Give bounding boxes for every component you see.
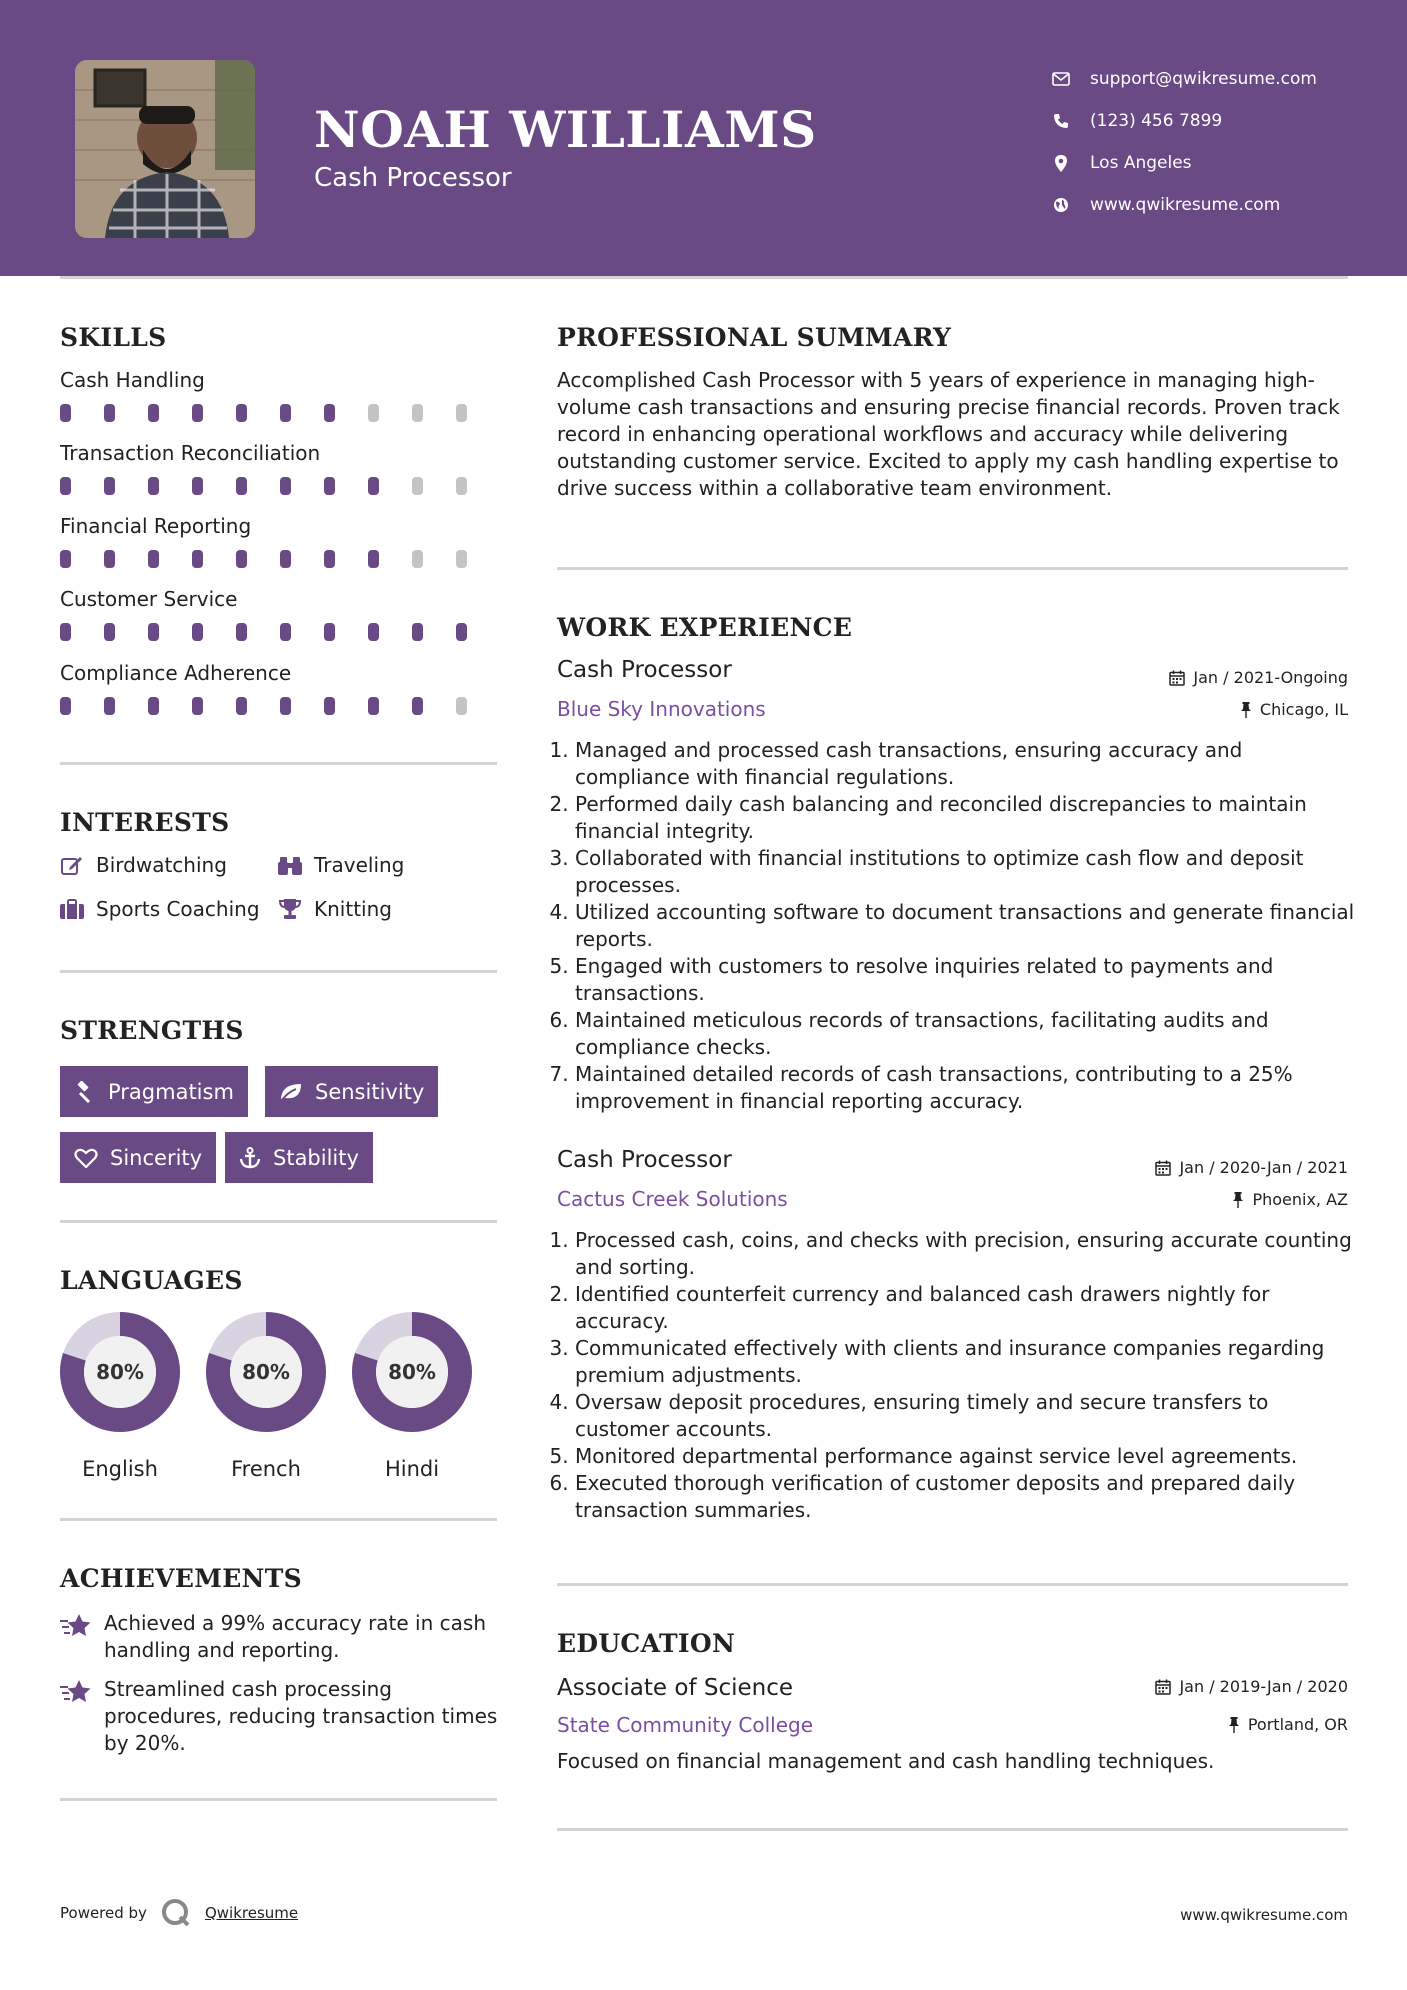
interest-label: Knitting [314,897,392,921]
skill-rating-dot [368,697,379,715]
edu-location-text: Portland, OR [1247,1715,1348,1734]
job-bullet: 2. Identified counterfeit currency and balanced cash drawers nightly for accuracy. [575,1281,1357,1335]
trophy-icon [278,898,302,920]
strengths-title: STRENGTHS [60,1016,244,1045]
job-dates [1155,1158,1348,1177]
skills-divider [60,762,497,765]
summary-divider [557,567,1348,570]
achievements-divider [60,1798,497,1801]
skill-name: Financial Reporting [60,514,252,538]
skill-rating-dot [236,623,247,641]
language-percent: 80% [96,1360,144,1384]
strength-label: Sincerity [110,1145,203,1170]
contact-email[interactable] [1050,58,1317,100]
contact-list [1050,58,1317,226]
skill-rating-dot [192,404,203,422]
skill-rating-dot [60,623,71,641]
job-location [1232,1190,1348,1209]
contact-website[interactable] [1050,184,1317,226]
contact-phone[interactable] [1050,100,1317,142]
skill-rating-dot [412,477,423,495]
powered-by-text: Powered by [60,1904,147,1922]
job-bullet: 3. Communicated effectively with clients and insurance companies regarding premium adjustments. [575,1335,1357,1389]
skill-rating-dot [368,623,379,641]
calendar-icon [1155,1160,1171,1176]
job-title: Cash Processor [557,657,732,683]
heart-icon [74,1148,98,1168]
skill-rating-dot [280,477,291,495]
skill-rating [60,477,500,495]
profile-photo-image [75,60,255,238]
skill-rating-dot [148,697,159,715]
phone-icon [1050,113,1072,129]
skill-rating-dot [456,550,467,568]
job-dates-text: Jan / 2021-Ongoing [1193,668,1348,687]
skills-title: SKILLS [60,323,167,352]
skill-rating-dot [60,697,71,715]
job-dates [1169,668,1348,687]
edu-dates-text: Jan / 2019-Jan / 2020 [1179,1677,1348,1696]
skill-name: Customer Service [60,587,238,611]
job-location-text: Chicago, IL [1259,700,1348,719]
skill-rating-dot [324,550,335,568]
language-item [351,1311,473,1481]
language-percent: 80% [388,1360,436,1384]
strength-badge [225,1132,373,1183]
skill-rating-dot [412,697,423,715]
skill-rating-dot [324,404,335,422]
skill-rating-dot [192,697,203,715]
interest-item [60,897,260,921]
strength-label: Sensitivity [315,1079,425,1104]
qwikresume-logo-icon [161,1898,191,1928]
star-award-icon [60,1676,92,1757]
language-name: English [82,1457,158,1481]
interest-label: Traveling [314,853,405,877]
interest-item [60,853,227,877]
contact-email-text: support@qwikresume.com [1090,69,1317,89]
pushpin-icon [1240,702,1252,718]
job-bullet: 4. Utilized accounting software to document transactions and generate financial reports. [575,899,1357,953]
skill-item [60,587,500,641]
skill-rating-dot [60,550,71,568]
binoculars-icon [278,855,302,875]
languages-divider [60,1518,497,1521]
interest-item [278,897,392,921]
strength-badge [60,1066,248,1117]
skill-rating-dot [192,477,203,495]
skill-name: Compliance Adherence [60,661,292,685]
skill-rating-dot [456,404,467,422]
skill-rating-dot [368,404,379,422]
skill-rating-dot [192,550,203,568]
skill-item [60,441,500,495]
strengths-divider [60,1220,497,1223]
edu-dates [1155,1677,1348,1696]
job-company: Cactus Creek Solutions [557,1187,788,1211]
skill-rating-dot [412,623,423,641]
skill-rating-dot [236,697,247,715]
achievements-title: ACHIEVEMENTS [60,1564,302,1593]
pushpin-icon [1228,1717,1240,1733]
resume-header [0,0,1407,276]
job-bullet: 7. Maintained detailed records of cash transactions, contributing to a 25% improvement in financial reporting accuracy. [575,1061,1357,1115]
envelope-icon [1050,72,1072,86]
skill-rating-dot [148,477,159,495]
job-bullet: 1. Managed and processed cash transactions, ensuring accuracy and compliance with financial regulations. [575,737,1357,791]
job-bullet: 2. Performed daily cash balancing and reconciled discrepancies to maintain financial integrity. [575,791,1357,845]
job-bullet: 1. Processed cash, coins, and checks with precision, ensuring accurate counting and sorting. [575,1227,1357,1281]
job-bullets [557,737,1357,1115]
skill-rating-dot [60,477,71,495]
edu-location [1228,1715,1348,1734]
job-bullets [557,1227,1357,1524]
skill-rating-dot [60,404,71,422]
skill-item [60,661,500,715]
skill-rating-dot [280,697,291,715]
language-ring [205,1311,327,1433]
calendar-icon [1169,670,1185,686]
skill-rating-dot [148,550,159,568]
candidate-name: NOAH WILLIAMS [314,100,817,159]
footer-brand-link[interactable]: Qwikresume [204,1904,299,1922]
calendar-icon [1155,1679,1171,1695]
language-percent: 80% [242,1360,290,1384]
skill-rating-dot [412,404,423,422]
contact-phone-text: (123) 456 7899 [1090,111,1223,131]
strength-label: Pragmatism [108,1079,234,1104]
candidate-title: Cash Processor [314,163,512,193]
job-bullet: 6. Executed thorough verification of customer deposits and prepared daily transaction summaries. [575,1470,1357,1524]
job-location-text: Phoenix, AZ [1252,1190,1348,1209]
skill-rating-dot [104,550,115,568]
experience-divider [557,1583,1348,1586]
job-company: Blue Sky Innovations [557,697,766,721]
achievement-item [60,1610,500,1664]
job-bullet: 6. Maintained meticulous records of transactions, facilitating audits and compliance checks. [575,1007,1357,1061]
language-item [205,1311,327,1481]
job-bullet: 3. Collaborated with financial institutions to optimize cash flow and deposit processes. [575,845,1357,899]
globe-icon [1050,197,1072,213]
job-dates-text: Jan / 2020-Jan / 2021 [1179,1158,1348,1177]
skill-rating-dot [280,550,291,568]
job-title: Cash Processor [557,1147,732,1173]
profile-photo [75,60,255,238]
job-bullet: 5. Monitored departmental performance against service level agreements. [575,1443,1357,1470]
interest-item [278,853,404,877]
gavel-icon [74,1081,96,1103]
skill-item [60,368,500,422]
interests-divider [60,970,497,973]
skill-rating-dot [236,404,247,422]
edu-degree: Associate of Science [557,1675,794,1701]
language-ring [59,1311,181,1433]
pushpin-icon [1232,1192,1244,1208]
strength-badge [60,1132,216,1183]
job-bullet: 4. Oversaw deposit procedures, ensuring timely and secure transfers to customer accounts. [575,1389,1357,1443]
skill-rating-dot [192,623,203,641]
interest-label: Sports Coaching [96,897,260,921]
skill-rating [60,623,500,641]
experience-title: WORK EXPERIENCE [557,613,853,642]
star-award-icon [60,1610,92,1664]
skill-rating-dot [324,623,335,641]
skill-item [60,514,500,568]
skill-rating-dot [280,623,291,641]
contact-location-text: Los Angeles [1090,153,1192,173]
edit-icon [60,855,84,875]
skill-rating-dot [104,404,115,422]
skill-rating-dot [104,477,115,495]
skill-rating-dot [104,697,115,715]
skill-name: Transaction Reconciliation [60,441,321,465]
skill-rating-dot [456,697,467,715]
skill-rating-dot [148,623,159,641]
map-pin-icon [1050,155,1072,172]
leaf-icon [279,1082,303,1102]
job-bullet: 5. Engaged with customers to resolve inquiries related to payments and transactions. [575,953,1357,1007]
briefcase-icon [60,899,84,919]
education-divider [557,1828,1348,1831]
skill-rating-dot [456,623,467,641]
interests-title: INTERESTS [60,808,230,837]
contact-location [1050,142,1317,184]
footer-website[interactable]: www.qwikresume.com [1180,1906,1348,1924]
language-name: Hindi [384,1457,440,1481]
skill-rating-dot [324,697,335,715]
skill-rating-dot [280,404,291,422]
achievement-item [60,1676,500,1757]
achievement-text: Achieved a 99% accuracy rate in cash handling and reporting. [104,1611,486,1662]
language-name: French [231,1457,301,1481]
skill-rating-dot [368,477,379,495]
skill-rating-dot [412,550,423,568]
anchor-icon [239,1147,261,1169]
edu-school: State Community College [557,1713,814,1737]
language-ring [351,1311,473,1433]
language-item [59,1311,181,1481]
summary-title: PROFESSIONAL SUMMARY [557,323,952,352]
skill-rating [60,697,500,715]
skill-rating-dot [324,477,335,495]
education-title: EDUCATION [557,1629,736,1658]
achievement-text: Streamlined cash processing procedures, reducing transaction times by 20%. [104,1677,498,1755]
edu-description: Focused on financial management and cash handling techniques. [557,1749,1215,1773]
skill-rating-dot [148,404,159,422]
skill-rating-dot [104,623,115,641]
contact-website-text: www.qwikresume.com [1090,195,1281,215]
skill-rating-dot [236,550,247,568]
summary-text: Accomplished Cash Processor with 5 years of experience in managing high-volume cash transactions and ensuring precise financial records. Proven track record in enhancing operational workflows and accuracy while delivering outstanding customer service. Excited to apply my cash handling expertise to drive success within a collaborative team environment. [557,368,1340,500]
footer-powered [60,1898,298,1928]
skill-rating [60,404,500,422]
skill-rating-dot [368,550,379,568]
skill-rating-dot [456,477,467,495]
strength-label: Stability [273,1145,359,1170]
interest-label: Birdwatching [96,853,227,877]
strength-badge [265,1066,438,1117]
languages-title: LANGUAGES [60,1266,243,1295]
job-location [1240,700,1348,719]
skill-name: Cash Handling [60,368,205,392]
header-divider [60,276,1348,279]
skill-rating [60,550,500,568]
skill-rating-dot [236,477,247,495]
